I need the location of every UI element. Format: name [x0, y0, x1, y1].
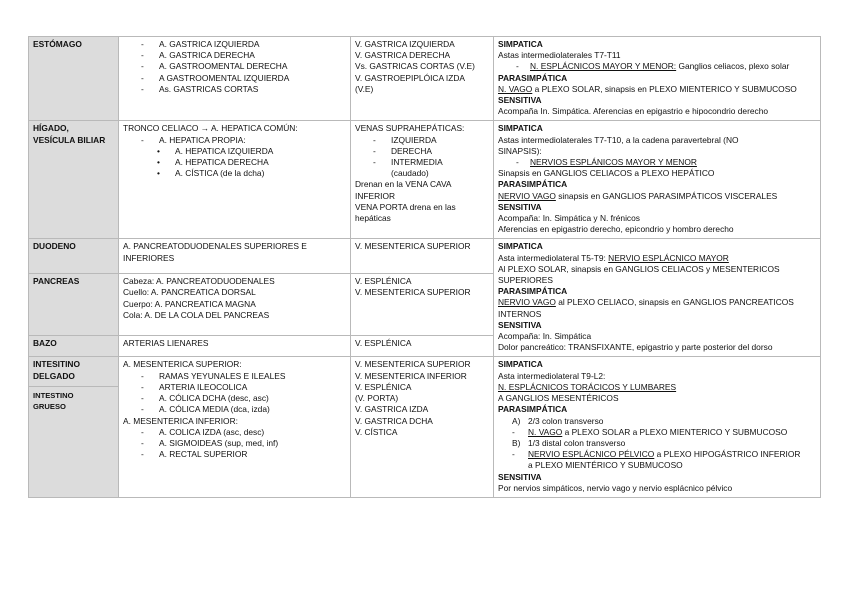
item-text: A. CÓLICA DCHA (desc, asc): [159, 393, 269, 404]
item-text: hepáticas: [355, 213, 391, 224]
item-text: V. MESENTERICA INFERIOR: [355, 370, 467, 381]
innervation-text: Acompaña: In. Simpática y N. frénicos: [498, 213, 640, 224]
innervation-cell: [494, 239, 821, 357]
vein-item: [355, 123, 489, 134]
veins-cell: [351, 274, 494, 336]
innervation-line: [498, 123, 816, 134]
artery-item: [123, 299, 346, 310]
item-text: A. RECTAL SUPERIOR: [159, 449, 248, 460]
vein-item: [355, 382, 489, 393]
organ-name: INTESITINO: [33, 359, 80, 370]
organ-name-secondary: INTESTINO: [33, 390, 74, 400]
item-text: INTERMEDIA: [391, 157, 443, 168]
item-text: A. GASTROOMENTAL DERECHA: [159, 61, 288, 72]
vein-item: [355, 157, 489, 168]
artery-item: [123, 287, 346, 298]
nerve-name: NERVIO ESPLÁCNICO MAYOR: [608, 252, 729, 263]
item-text: IZQUIERDA: [391, 134, 437, 145]
dash-icon: -: [373, 157, 376, 168]
nerve-name: NERVIOS ESPLÁNICOS MAYOR Y MENOR: [530, 157, 697, 168]
vein-item: [355, 202, 489, 213]
innervation-line: [498, 275, 816, 286]
dash-icon: -: [141, 404, 144, 415]
item-text: Drenan en la VENA CAVA: [355, 179, 452, 190]
veins-cell: [351, 357, 494, 497]
item-text: A. GASTRICA DERECHA: [159, 50, 255, 61]
vein-item: [355, 371, 489, 382]
nerve-name: N. ESPLÁCNICOS MAYOR Y MENOR:: [530, 61, 677, 72]
item-text: V. MESENTERICA SUPERIOR: [355, 241, 471, 252]
item-text: V. MESENTERICA SUPERIOR: [355, 359, 471, 370]
innervation-line: [498, 146, 816, 157]
section-heading: SENSITIVA: [498, 95, 542, 106]
section-heading: SENSITIVA: [498, 201, 542, 212]
section-heading: SIMPATICA: [498, 241, 543, 252]
innervation-text: Aferencias en epigastrio derecho, epicondrio y hombro derecho: [498, 224, 734, 235]
innervation-line: [498, 331, 816, 342]
list-marker: A): [512, 415, 521, 426]
innervation-text: 1/3 distal colon transverso: [528, 437, 626, 448]
innervation-line: [498, 449, 816, 460]
list-marker: -: [512, 426, 515, 437]
artery-item: [123, 146, 346, 157]
item-text: V. MESENTERICA SUPERIOR: [355, 287, 471, 298]
vein-item: [355, 276, 489, 287]
item-text: VENAS SUPRAHEPÁTICAS:: [355, 123, 465, 134]
organ-cell: [29, 121, 119, 239]
section-heading: SENSITIVA: [498, 471, 542, 482]
dash-icon: -: [516, 157, 519, 168]
vein-item: [355, 416, 489, 427]
organ-cell: [29, 274, 119, 336]
innervation-line: [498, 309, 816, 320]
vein-item: [355, 73, 489, 84]
innervation-line: [498, 393, 816, 404]
innervation-line: [498, 202, 816, 213]
innervation-line: [498, 427, 816, 438]
item-text: INFERIOR: [355, 190, 396, 201]
innervation-line: [498, 404, 816, 415]
artery-item: [123, 416, 346, 427]
item-text: DERECHA: [391, 145, 432, 156]
innervation-line: [498, 253, 816, 264]
innervation-text: Dolor pancreático: TRANSFIXANTE, epigastrio y parte posterior del dorso: [498, 342, 773, 353]
section-heading: SENSITIVA: [498, 319, 542, 330]
item-text: A GASTROOMENTAL IZQUIERDA: [159, 72, 290, 83]
item-text: V. GASTRICA DCHA: [355, 415, 433, 426]
vein-item: [355, 50, 489, 61]
artery-item: [123, 359, 346, 370]
item-text: V. ESPLÉNICA: [355, 338, 412, 349]
vein-item: [355, 84, 489, 95]
innervation-text: SINAPSIS):: [498, 145, 542, 156]
veins-cell: [351, 239, 494, 274]
artery-item: [123, 310, 346, 321]
artery-item: [123, 427, 346, 438]
nerve-name: N. VAGO: [528, 426, 563, 437]
item-text: A. SIGMOIDEAS (sup, med, inf): [159, 437, 279, 448]
organ-name: PANCREAS: [33, 276, 80, 287]
innervation-text: Al PLEXO SOLAR, sinapsis en GANGLIOS CELIACOS y MESENTERICOS: [498, 263, 780, 274]
artery-item: [123, 123, 346, 134]
artery-item: [123, 276, 346, 287]
item-text: A. HEPATICA IZQUIERDA: [175, 145, 274, 156]
artery-item: [123, 61, 346, 72]
innervation-text: Por nervios simpáticos, nervio vago y nervio esplácnico pélvico: [498, 482, 733, 493]
organ-name: DELGADO: [33, 370, 75, 381]
table-row: [29, 121, 821, 239]
innervation-text: sinapsis en GANGLIOS PARASIMPÁTICOS VISCERALES: [555, 190, 778, 201]
organ-name: DUODENO: [33, 241, 76, 252]
dash-icon: -: [141, 437, 144, 448]
item-text: (V.E): [355, 83, 374, 94]
item-text: V. GASTRICA DERECHA: [355, 50, 451, 61]
item-text: V. GASTRICA IZQUIERDA: [355, 39, 455, 49]
artery-item: [123, 168, 346, 179]
innervation-line: [498, 39, 816, 50]
item-text: A. GASTRICA IZQUIERDA: [159, 39, 260, 49]
item-text: INFERIORES: [123, 252, 175, 263]
vein-item: [355, 393, 489, 404]
section-heading: SIMPATICA: [498, 359, 543, 370]
vein-item: [355, 213, 489, 224]
section-heading: PARASIMPÁTICA: [498, 404, 568, 415]
innervation-text: a PLEXO SOLAR a PLEXO MIENTERICO Y SUBMUCOSO: [562, 426, 788, 437]
innervation-line: [498, 73, 816, 84]
vein-item: [355, 338, 489, 349]
nerve-name: NERVIO VAGO: [498, 297, 556, 308]
table-body: [29, 37, 821, 498]
organ-name-secondary: GRUESO: [33, 402, 66, 412]
artery-item: [123, 39, 346, 50]
item-text: A. CÓLICA MEDIA (dca, izda): [159, 404, 270, 415]
item-text: V. ESPLÉNICA: [355, 381, 412, 392]
innervation-line: [498, 241, 816, 252]
innervation-line: [498, 179, 816, 190]
innervation-text: INTERNOS: [498, 308, 542, 319]
organ-cell: [29, 37, 119, 121]
innervation-cell: [494, 357, 821, 497]
innervation-line: [498, 95, 816, 106]
section-heading: SIMPATICA: [498, 39, 543, 49]
vein-item: [355, 135, 489, 146]
table-row: [29, 357, 821, 497]
item-text: Vs. GASTRICAS CORTAS (V.E): [355, 61, 475, 72]
section-heading: SIMPATICA: [498, 123, 543, 134]
bullet-icon: •: [157, 157, 160, 168]
item-text: A. COLICA IZDA (asc, desc): [159, 426, 265, 437]
vein-item: [355, 404, 489, 415]
innervation-cell: [494, 37, 821, 121]
innervation-line: [498, 371, 816, 382]
dash-icon: -: [141, 426, 144, 437]
artery-item: [123, 157, 346, 168]
artery-item: [123, 404, 346, 415]
innervation-text: a PLEXO HIPOGÁSTRICO INFERIOR: [654, 449, 801, 460]
veins-cell: [351, 336, 494, 357]
innervation-line: [498, 342, 816, 353]
vein-item: [355, 179, 489, 190]
artery-item: [123, 73, 346, 84]
artery-item: [123, 84, 346, 95]
item-text: Cuello: A. PANCREATICA DORSAL: [123, 287, 256, 298]
item-text: V. GASTRICA IZDA: [355, 404, 429, 415]
dash-icon: -: [141, 39, 144, 49]
item-text: A. CÍSTICA (de la dcha): [175, 168, 265, 179]
vein-item: [355, 427, 489, 438]
innervation-line: [498, 157, 816, 168]
table-row: [29, 37, 821, 121]
table-row: [29, 239, 821, 274]
innervation-line: [498, 50, 816, 61]
innervation-line: [498, 416, 816, 427]
item-text: Cola: A. DE LA COLA DEL PANCREAS: [123, 309, 270, 320]
innervation-text: 2/3 colon transverso: [528, 415, 604, 426]
organ-name: HÍGADO,: [33, 123, 69, 134]
artery-item: [123, 338, 346, 349]
organ-cell: [29, 357, 119, 497]
vein-item: [355, 39, 489, 50]
innervation-line: [498, 460, 816, 471]
innervation-line: [498, 297, 816, 308]
nerve-name: NERVIO VAGO: [498, 190, 556, 201]
list-marker: B): [512, 437, 521, 448]
item-text: Cuerpo: A. PANCREATICA MAGNA: [123, 298, 256, 309]
innervation-text: Astas intermediolaterales T7-T11: [498, 50, 621, 61]
innervation-line: [498, 472, 816, 483]
dash-icon: -: [373, 134, 376, 145]
dash-icon: -: [141, 449, 144, 460]
dash-icon: -: [516, 61, 519, 72]
innervation-cell: [494, 121, 821, 239]
nerve-name: N. VAGO: [498, 83, 533, 94]
item-text: A. HEPATICA DERECHA: [175, 157, 269, 168]
organ-name: VESÍCULA BILIAR: [33, 134, 106, 145]
vein-item: [355, 191, 489, 202]
item-text: VENA PORTA drena en las: [355, 201, 456, 212]
item-text: As. GASTRICAS CORTAS: [159, 83, 259, 94]
dash-icon: -: [141, 134, 144, 145]
arteries-cell: [119, 336, 351, 357]
veins-cell: [351, 37, 494, 121]
innervation-text: a PLEXO SOLAR, sinapsis en PLEXO MIENTERICO Y SUBMUCOSO: [532, 83, 797, 94]
innervation-text: Ganglios celiacos, plexo solar: [676, 61, 790, 72]
innervation-line: [498, 168, 816, 179]
arteries-cell: [119, 357, 351, 497]
dash-icon: -: [141, 72, 144, 83]
innervation-text: Asta intermediolateral T9-L2:: [498, 370, 606, 381]
bullet-icon: •: [157, 168, 160, 179]
item-text: V. GASTROEPIPLÓICA IZDA: [355, 72, 465, 83]
innervation-line: [498, 320, 816, 331]
innervation-line: [498, 61, 816, 72]
list-marker: -: [512, 449, 515, 460]
innervation-text: a PLEXO MIENTÉRICO Y SUBMUCOSO: [528, 460, 683, 471]
vein-item: [355, 61, 489, 72]
artery-item: [123, 50, 346, 61]
innervation-text: Acompaña: In. Simpática: [498, 331, 592, 342]
bullet-icon: •: [157, 145, 160, 156]
vein-item: [355, 146, 489, 157]
dash-icon: -: [141, 370, 144, 381]
artery-item: [123, 135, 346, 146]
item-text: (caudado): [391, 168, 429, 179]
dash-icon: -: [141, 61, 144, 72]
innervation-line: [498, 84, 816, 95]
item-text: Cabeza: A. PANCREATODUODENALES: [123, 276, 275, 287]
item-text: ARTERIA ILEOCOLICA: [159, 381, 248, 392]
innervation-text: Acompaña In. Simpática. Aferencias en epigastrio e hipocondrio derecho: [498, 106, 769, 117]
artery-item: [123, 449, 346, 460]
innervation-line: [498, 135, 816, 146]
innervation-text: Sinapsis en GANGLIOS CELIACOS a PLEXO HEPÁTICO: [498, 168, 715, 179]
arteries-cell: [119, 239, 351, 274]
item-text: A. MESENTERICA SUPERIOR:: [123, 359, 242, 370]
vein-item: [355, 241, 489, 252]
organ-name: ESTÓMAGO: [33, 39, 82, 49]
item-text: (V. PORTA): [355, 393, 399, 404]
vein-item: [355, 359, 489, 370]
innervation-line: [498, 286, 816, 297]
artery-item: [123, 438, 346, 449]
innervation-text: al PLEXO CELIACO, sinapsis en GANGLIOS PANCREATICOS: [555, 297, 794, 308]
item-text: A. HEPATICA PROPIA:: [159, 134, 246, 145]
dash-icon: -: [141, 381, 144, 392]
dash-icon: -: [141, 83, 144, 94]
item-text: A. PANCREATODUODENALES SUPERIORES E: [123, 241, 307, 252]
item-text: V. CÍSTICA: [355, 426, 398, 437]
vein-item: [355, 168, 489, 179]
innervation-line: [498, 382, 816, 393]
innervation-line: [498, 264, 816, 275]
innervation-line: [498, 106, 816, 117]
item-text: TRONCO CELIACO → A. HEPATICA COMÚN:: [123, 123, 298, 134]
item-text: V. ESPLÉNICA: [355, 276, 412, 287]
section-heading: PARASIMPÁTICA: [498, 72, 568, 83]
nerve-name: NERVIO ESPLÁCNICO PÉLVICO: [528, 449, 655, 460]
dash-icon: -: [373, 145, 376, 156]
organ-cell: [29, 336, 119, 357]
organ-cell: [29, 239, 119, 274]
artery-item: [123, 253, 346, 264]
organ-separator: [29, 382, 118, 387]
section-heading: PARASIMPÁTICA: [498, 286, 568, 297]
innervation-text: SUPERIORES: [498, 275, 553, 286]
item-text: ARTERIAS LIENARES: [123, 338, 209, 349]
artery-item: [123, 371, 346, 382]
innervation-text: Astas intermediolaterales T7-T10, a la cadena paravertebral (NO: [498, 134, 739, 145]
item-text: RAMAS YEYUNALES E ILEALES: [159, 370, 286, 381]
innervation-text: A GANGLIOS MESENTÉRICOS: [498, 393, 619, 404]
innervation-line: [498, 438, 816, 449]
nerve-name: N. ESPLÁCNICOS TORÁCICOS Y LUMBARES: [498, 381, 677, 392]
innervation-line: [498, 224, 816, 235]
section-heading: PARASIMPÁTICA: [498, 179, 568, 190]
artery-item: [123, 393, 346, 404]
dash-icon: -: [141, 393, 144, 404]
vein-item: [355, 287, 489, 298]
innervation-line: [498, 483, 816, 494]
innervation-line: [498, 191, 816, 202]
dash-icon: -: [141, 50, 144, 61]
artery-item: [123, 382, 346, 393]
organ-name: BAZO: [33, 338, 57, 349]
item-text: A. MESENTERICA INFERIOR:: [123, 415, 238, 426]
innervation-text: Asta intermediolateral T5-T9:: [498, 252, 609, 263]
artery-item: [123, 241, 346, 252]
innervation-line: [498, 213, 816, 224]
arteries-cell: [119, 37, 351, 121]
innervation-line: [498, 359, 816, 370]
anatomy-table: [28, 36, 821, 498]
arteries-cell: [119, 274, 351, 336]
veins-cell: [351, 121, 494, 239]
arteries-cell: [119, 121, 351, 239]
